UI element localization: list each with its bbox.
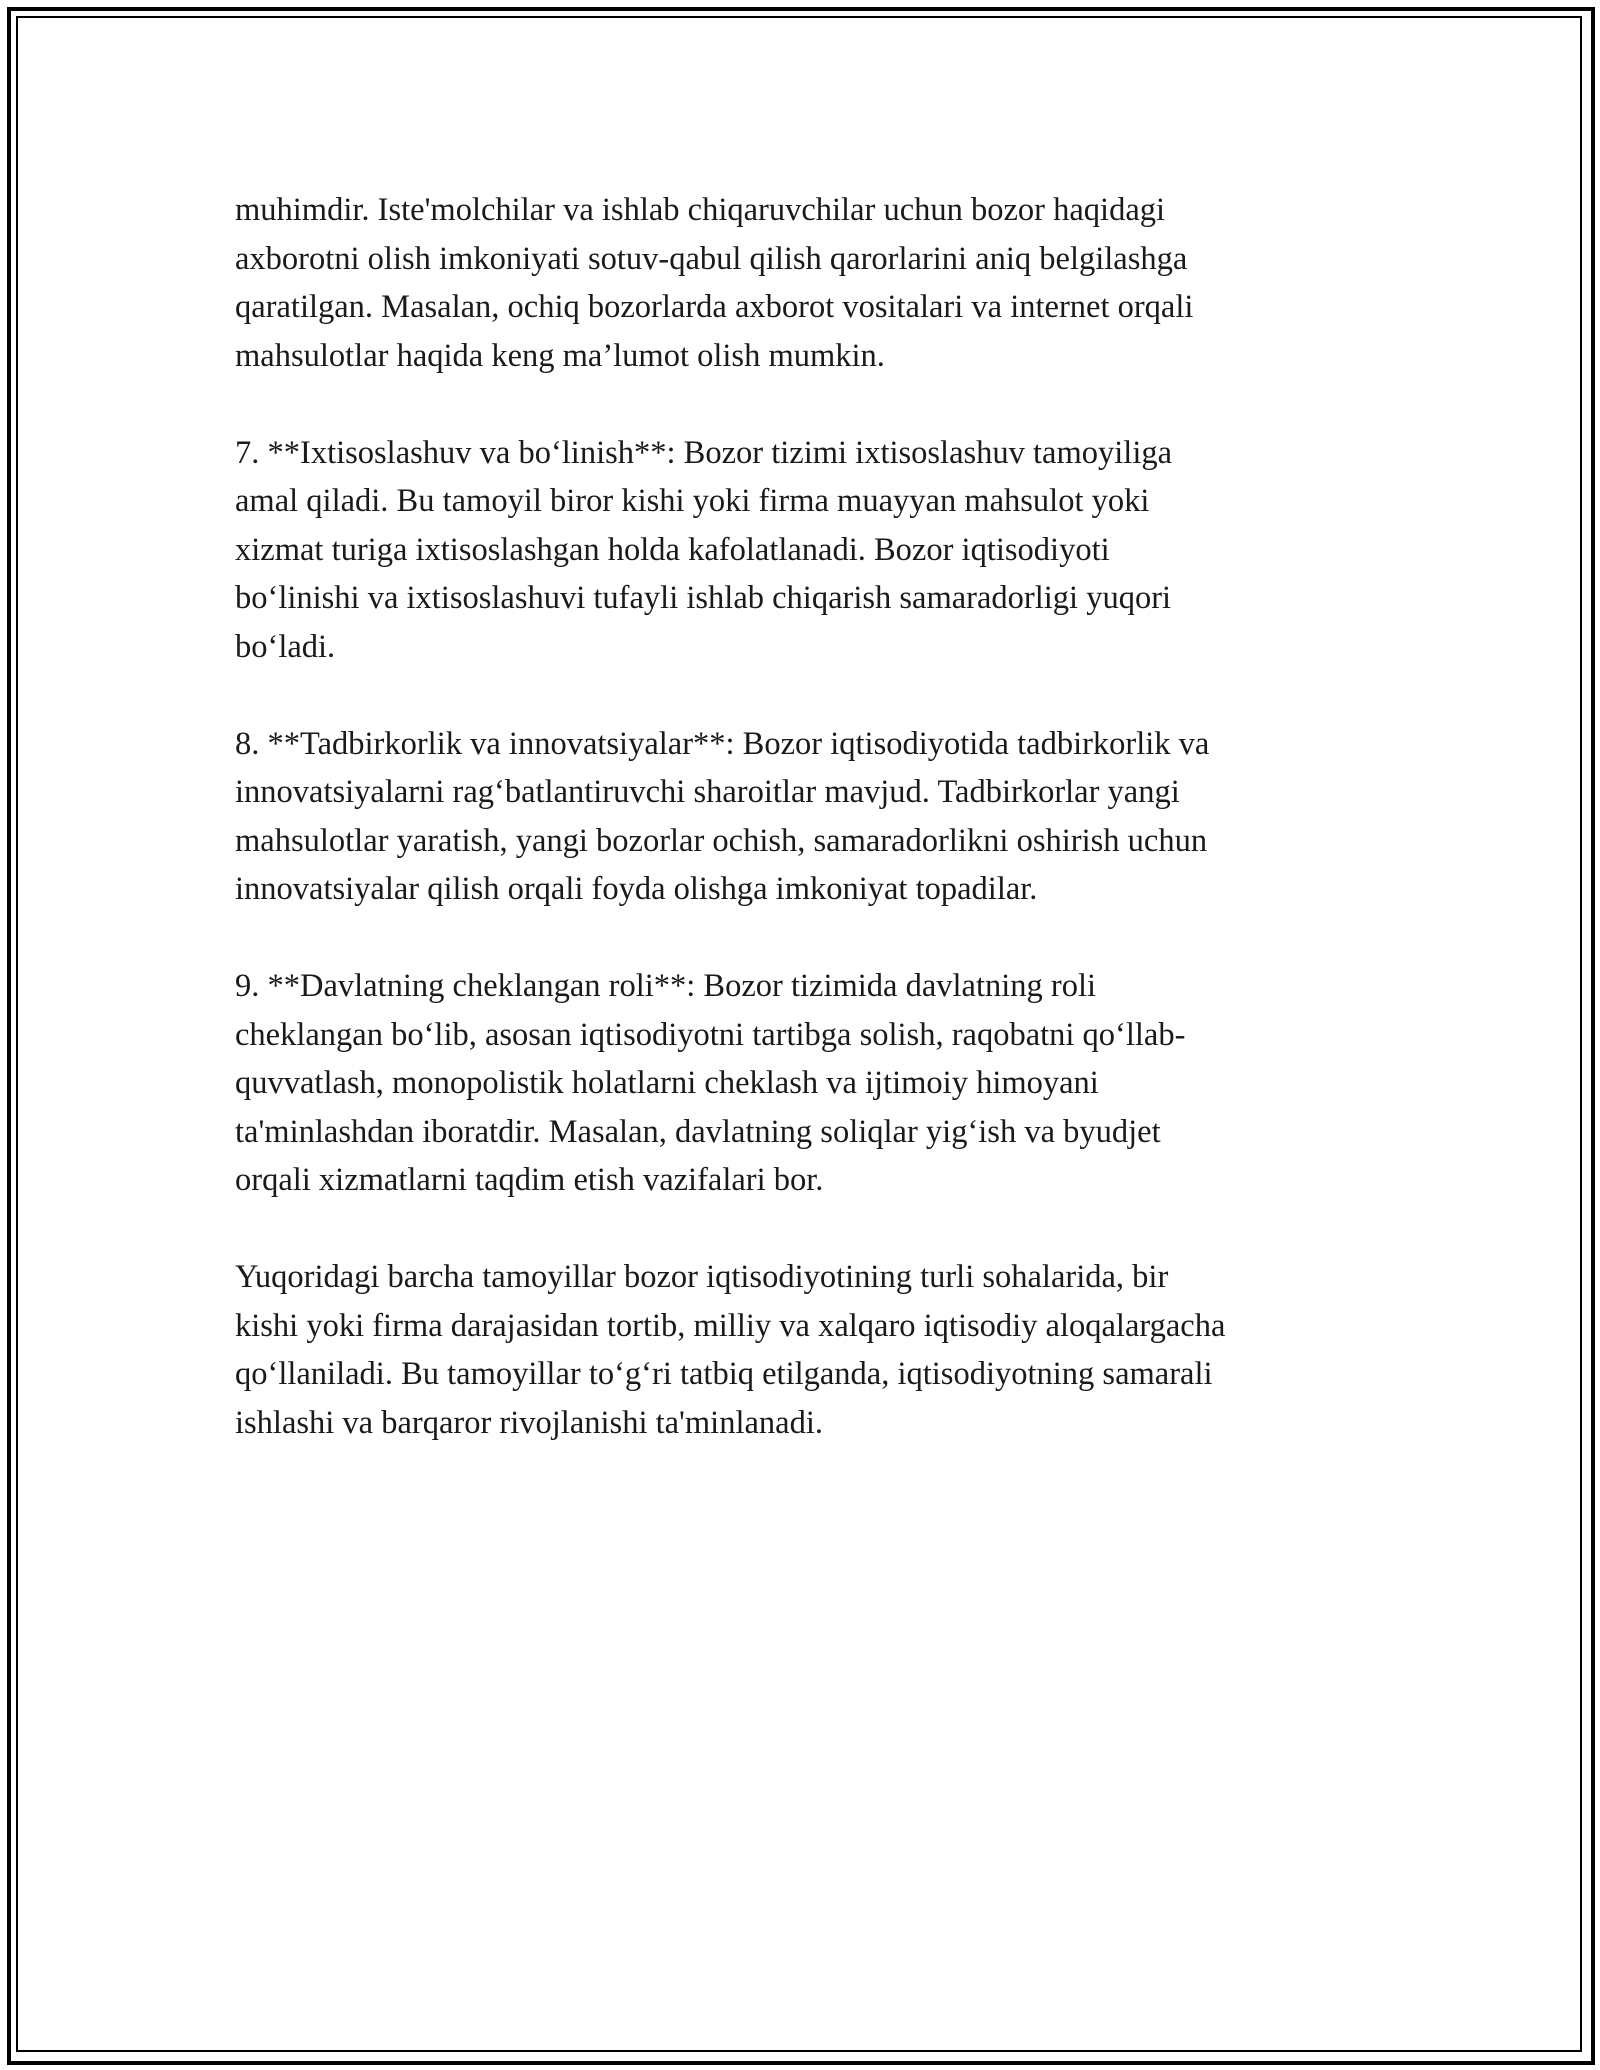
document-body (235, 186, 1365, 1496)
paragraph-conclusion: Yuqoridagi barcha tamoyillar bozor iqtisodiyotining turli sohalarida, bir kishi yoki firma darajasidan tortib, milliy va xalqaro iqtisodiy aloqalargacha qo‘llaniladi. Bu tamoyillar to‘g‘ri tatbiq etilganda, iqtisodiyotning samarali ishlashi va barqaror rivojlanishi ta'minlanadi. (235, 1259, 1226, 1441)
paragraph-intro-continuation: muhimdir. Iste'molchilar va ishlab chiqaruvchilar uchun bozor haqidagi axborotni olish imkoniyati sotuv-qabul qilish qarorlarini aniq belgilashga qaratilgan. Masalan, ochiq bozorlarda axborot vositalari va internet orqali mahsulotlar haqida keng ma’lumot olish mumkin. (235, 192, 1194, 374)
paragraph-item-8: 8. **Tadbirkorlik va innovatsiyalar**: Bozor iqtisodiyotida tadbirkorlik va innovatsiyalarni rag‘batlantiruvchi sharoitlar mavjud. Tadbirkorlar yangi mahsulotlar yaratish, yangi bozorlar ochish, samaradorlikni oshirish uchun innovatsiyalar qilish orqali foyda olishga imkoniyat topadilar. (235, 725, 1210, 907)
paragraph-item-7: 7. **Ixtisoslashuv va bo‘linish**: Bozor tizimi ixtisoslashuv tamoyiliga amal qiladi. Bu tamoyil biror kishi yoki firma muayyan mahsulot yoki xizmat turiga ixtisoslashgan holda kafolatlanadi. Bozor iqtisodiyoti bo‘linishi va ixtisoslashuvi tufayli ishlab chiqarish samaradorligi yuqori bo‘ladi. (235, 434, 1173, 665)
paragraph-item-9: 9. **Davlatning cheklangan roli**: Bozor tizimida davlatning roli cheklangan bo‘lib, asosan iqtisodiyotni tartibga solish, raqobatni qo‘llab- quvvatlash, monopolistik holatlarni cheklash va ijtimoiy himoyani ta'minlashdan iboratdir. Masalan, davlatning soliqlar yig‘ish va byudjet orqali xizmatlarni taqdim etish vazifalari bor. (235, 968, 1186, 1198)
